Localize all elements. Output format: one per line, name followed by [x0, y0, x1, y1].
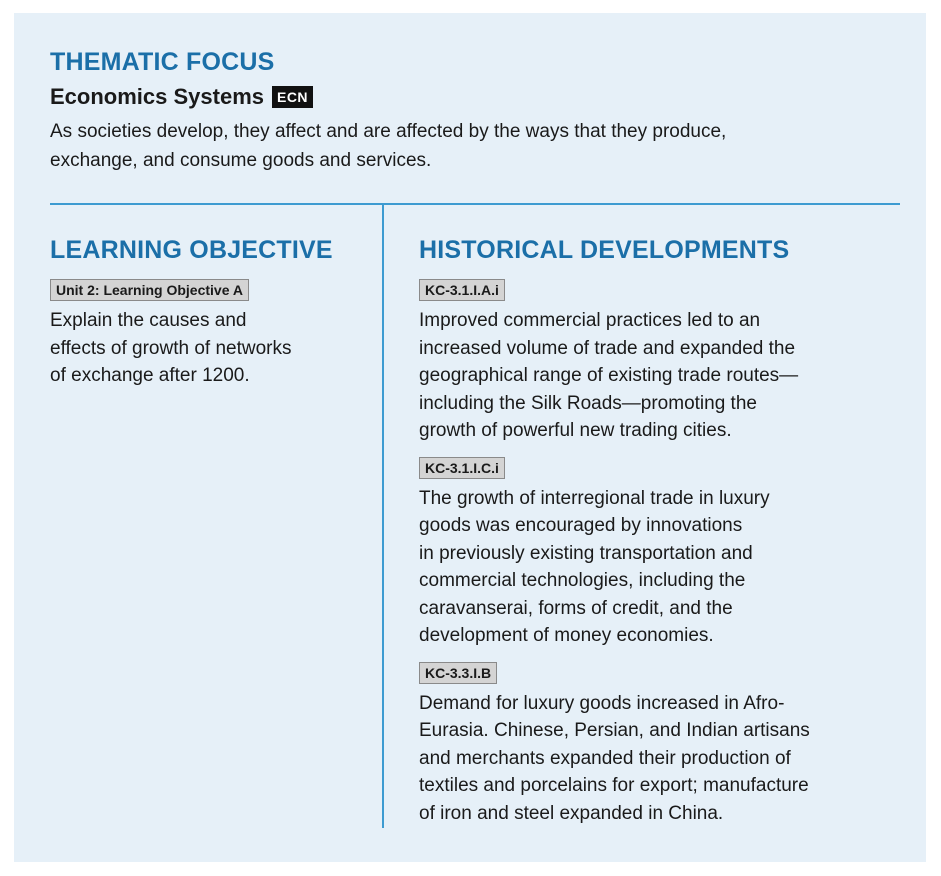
text-line: Explain the causes and — [50, 310, 247, 331]
development-item — [419, 445, 899, 650]
learning-objective-tag: Unit 2: Learning Objective A — [50, 279, 249, 301]
historical-developments-section — [419, 235, 899, 827]
horizontal-divider — [50, 203, 900, 205]
text-line: increased volume of trade and expanded the — [419, 337, 796, 359]
text-line: of iron and steel expanded in China. — [419, 802, 724, 824]
key-concept-tag: KC-3.1.I.C.i — [419, 457, 505, 479]
text-line: growth of powerful new trading cities. — [419, 420, 732, 441]
description-line: As societies develop, they affect and are affected by the ways that they produce, — [50, 121, 727, 142]
thematic-focus-title-row — [50, 83, 900, 111]
ecn-badge: ECN — [272, 86, 313, 108]
text-line: Eurasia. Chinese, Persian, and Indian artisans — [419, 720, 810, 741]
historical-developments-heading: HISTORICAL DEVELOPMENTS — [419, 236, 790, 264]
framework-panel — [14, 13, 926, 862]
text-line: The growth of interregional trade in luxury — [419, 487, 770, 509]
development-item — [419, 265, 899, 445]
text-line: goods was encouraged by innovations — [419, 515, 743, 536]
text-line: textiles and porcelains for export; manufacture — [419, 775, 809, 796]
text-line: including the Silk Roads—promoting the — [419, 392, 757, 414]
vertical-divider — [382, 204, 384, 828]
thematic-focus-title: Economics Systems — [50, 84, 264, 109]
learning-objective-section — [50, 235, 360, 390]
text-line: geographical range of existing trade routes— — [419, 365, 799, 386]
development-text — [419, 307, 899, 445]
key-concept-tag: KC-3.1.I.A.i — [419, 279, 505, 301]
text-line: in previously existing transportation and — [419, 542, 753, 564]
text-line: development of money economies. — [419, 625, 714, 646]
text-line: Demand for luxury goods increased in Afro- — [419, 692, 785, 714]
development-text — [419, 690, 899, 828]
text-line: Improved commercial practices led to an — [419, 310, 761, 331]
description-line: exchange, and consume goods and services. — [50, 150, 432, 171]
text-line: of exchange after 1200. — [50, 365, 250, 386]
thematic-focus-description — [50, 117, 900, 175]
text-line: effects of growth of networks — [50, 337, 292, 359]
text-line: caravanserai, forms of credit, and the — [419, 597, 733, 619]
development-text — [419, 485, 899, 650]
thematic-focus-section — [50, 47, 900, 175]
learning-objective-heading: LEARNING OBJECTIVE — [50, 236, 333, 264]
learning-objective-text — [50, 307, 360, 390]
text-line: and merchants expanded their production of — [419, 747, 791, 769]
development-item — [419, 650, 899, 828]
text-line: commercial technologies, including the — [419, 570, 746, 591]
key-concept-tag: KC-3.3.I.B — [419, 662, 497, 684]
thematic-focus-heading: THEMATIC FOCUS — [50, 48, 275, 76]
